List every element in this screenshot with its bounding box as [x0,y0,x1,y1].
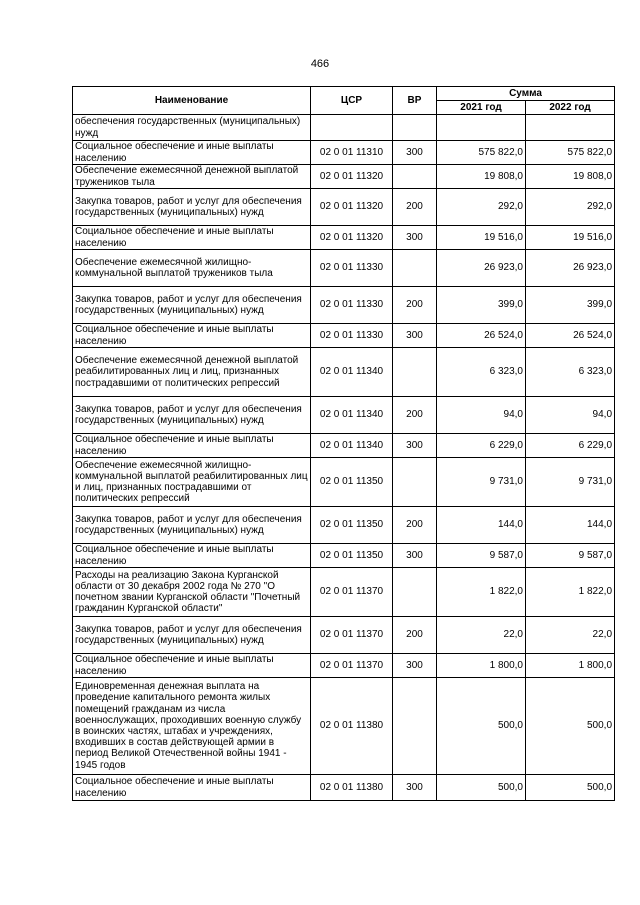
row-csr-cell: 02 0 01 11340 [311,348,393,397]
row-name-cell: Социальное обеспечение и иные выплаты населению [73,654,311,678]
row-amount-2021-cell: 399,0 [437,287,526,324]
table-body [73,115,615,801]
table-row [73,434,615,458]
row-amount-2021-cell: 144,0 [437,507,526,544]
row-name-cell: Обеспечение ежемесячной денежной выплатой реабилитированных лиц и лиц, признанных пострадавшими от политических репрессий [73,348,311,397]
row-amount-2022-cell: 575 822,0 [526,141,615,165]
row-vr-cell [393,348,437,397]
row-vr-cell: 300 [393,775,437,801]
row-vr-cell: 200 [393,189,437,226]
row-vr-cell: 200 [393,617,437,654]
row-amount-2021-cell: 26 524,0 [437,324,526,348]
row-amount-2022-cell: 26 923,0 [526,250,615,287]
row-vr-cell [393,568,437,617]
row-csr-cell: 02 0 01 11350 [311,458,393,507]
row-vr-cell: 300 [393,324,437,348]
row-amount-2021-cell: 1 822,0 [437,568,526,617]
row-name-cell: Единовременная денежная выплата на проведение капитального ремонта жилых помещений гражданам из числа военнослужащих, проходивших военную службу в воинских частях, штабах и учреждениях, входивших в состав действующей армии в период Великой Отечественной войны 1941 - 1945 годов [73,678,311,775]
row-csr-cell: 02 0 01 11350 [311,544,393,568]
table-row [73,678,615,775]
row-amount-2021-cell: 19 808,0 [437,165,526,189]
table-row [73,544,615,568]
table-row [73,348,615,397]
row-name-cell: Социальное обеспечение и иные выплаты населению [73,141,311,165]
row-vr-cell [393,115,437,141]
row-vr-cell: 200 [393,507,437,544]
header-year-2022: 2022 год [526,101,615,115]
row-amount-2022-cell: 9 731,0 [526,458,615,507]
header-name: Наименование [73,87,311,115]
row-name-cell: Закупка товаров, работ и услуг для обеспечения государственных (муниципальных) нужд [73,397,311,434]
table-row [73,775,615,801]
row-csr-cell: 02 0 01 11370 [311,617,393,654]
table-row [73,250,615,287]
row-name-cell: обеспечения государственных (муниципальных) нужд [73,115,311,141]
row-name-cell: Социальное обеспечение и иные выплаты населению [73,226,311,250]
header-year-2021: 2021 год [437,101,526,115]
row-csr-cell: 02 0 01 11380 [311,775,393,801]
row-amount-2022-cell: 1 800,0 [526,654,615,678]
row-vr-cell: 300 [393,544,437,568]
table-row [73,397,615,434]
row-csr-cell: 02 0 01 11350 [311,507,393,544]
row-amount-2022-cell: 144,0 [526,507,615,544]
row-amount-2022-cell: 292,0 [526,189,615,226]
row-name-cell: Социальное обеспечение и иные выплаты населению [73,324,311,348]
row-vr-cell: 200 [393,287,437,324]
row-amount-2022-cell: 9 587,0 [526,544,615,568]
row-amount-2021-cell: 575 822,0 [437,141,526,165]
table-row [73,115,615,141]
row-amount-2021-cell: 9 587,0 [437,544,526,568]
row-name-cell: Социальное обеспечение и иные выплаты населению [73,434,311,458]
table-row [73,324,615,348]
row-vr-cell: 300 [393,141,437,165]
row-csr-cell: 02 0 01 11330 [311,250,393,287]
row-csr-cell: 02 0 01 11380 [311,678,393,775]
row-amount-2022-cell: 6 323,0 [526,348,615,397]
row-vr-cell: 300 [393,434,437,458]
table-row [73,458,615,507]
row-name-cell: Обеспечение ежемесячной денежной выплатой тружеников тыла [73,165,311,189]
row-csr-cell: 02 0 01 11310 [311,141,393,165]
table-row [73,226,615,250]
row-csr-cell: 02 0 01 11320 [311,226,393,250]
header-vr: ВР [393,87,437,115]
row-csr-cell: 02 0 01 11320 [311,189,393,226]
row-csr-cell: 02 0 01 11370 [311,654,393,678]
row-amount-2021-cell: 500,0 [437,678,526,775]
row-vr-cell [393,165,437,189]
row-vr-cell: 300 [393,654,437,678]
row-amount-2021-cell: 19 516,0 [437,226,526,250]
table-row [73,617,615,654]
row-vr-cell [393,458,437,507]
row-name-cell: Расходы на реализацию Закона Курганской области от 30 декабря 2002 года № 270 "О почетном звании Курганской области "Почетный гражданин Курганской области" [73,568,311,617]
table-row [73,654,615,678]
row-name-cell: Закупка товаров, работ и услуг для обеспечения государственных (муниципальных) нужд [73,617,311,654]
row-amount-2021-cell: 6 229,0 [437,434,526,458]
row-name-cell: Обеспечение ежемесячной жилищно-коммунальной выплатой реабилитированных лиц и лиц, признанных пострадавшими от политических репрессий [73,458,311,507]
row-amount-2021-cell: 1 800,0 [437,654,526,678]
row-name-cell: Социальное обеспечение и иные выплаты населению [73,775,311,801]
row-csr-cell [311,115,393,141]
page-number: 466 [310,58,330,70]
row-amount-2021-cell: 94,0 [437,397,526,434]
row-amount-2022-cell: 6 229,0 [526,434,615,458]
row-amount-2022-cell: 500,0 [526,775,615,801]
row-name-cell: Закупка товаров, работ и услуг для обеспечения государственных (муниципальных) нужд [73,507,311,544]
row-name-cell: Социальное обеспечение и иные выплаты населению [73,544,311,568]
table-row [73,189,615,226]
table-row [73,568,615,617]
row-csr-cell: 02 0 01 11340 [311,397,393,434]
table-row [73,507,615,544]
row-csr-cell: 02 0 01 11330 [311,287,393,324]
budget-table [72,86,615,801]
row-name-cell: Закупка товаров, работ и услуг для обеспечения государственных (муниципальных) нужд [73,287,311,324]
row-csr-cell: 02 0 01 11330 [311,324,393,348]
row-csr-cell: 02 0 01 11370 [311,568,393,617]
row-amount-2022-cell: 22,0 [526,617,615,654]
row-amount-2022-cell: 94,0 [526,397,615,434]
table-header [73,87,615,115]
row-vr-cell: 300 [393,226,437,250]
table-row [73,287,615,324]
row-amount-2022-cell: 19 516,0 [526,226,615,250]
row-csr-cell: 02 0 01 11340 [311,434,393,458]
header-csr: ЦСР [311,87,393,115]
row-vr-cell [393,678,437,775]
table-row [73,141,615,165]
table-row [73,165,615,189]
row-amount-2022-cell: 19 808,0 [526,165,615,189]
row-amount-2022-cell: 399,0 [526,287,615,324]
row-csr-cell: 02 0 01 11320 [311,165,393,189]
row-amount-2021-cell: 26 923,0 [437,250,526,287]
row-amount-2021-cell: 22,0 [437,617,526,654]
row-amount-2021-cell: 500,0 [437,775,526,801]
row-vr-cell [393,250,437,287]
row-name-cell: Обеспечение ежемесячной жилищно-коммунальной выплатой тружеников тыла [73,250,311,287]
header-sum: Сумма [437,87,615,101]
row-amount-2022-cell: 26 524,0 [526,324,615,348]
row-amount-2021-cell: 9 731,0 [437,458,526,507]
row-amount-2021-cell: 6 323,0 [437,348,526,397]
row-name-cell: Закупка товаров, работ и услуг для обеспечения государственных (муниципальных) нужд [73,189,311,226]
row-amount-2022-cell: 1 822,0 [526,568,615,617]
row-vr-cell: 200 [393,397,437,434]
row-amount-2022-cell [526,115,615,141]
row-amount-2021-cell [437,115,526,141]
row-amount-2022-cell: 500,0 [526,678,615,775]
row-amount-2021-cell: 292,0 [437,189,526,226]
